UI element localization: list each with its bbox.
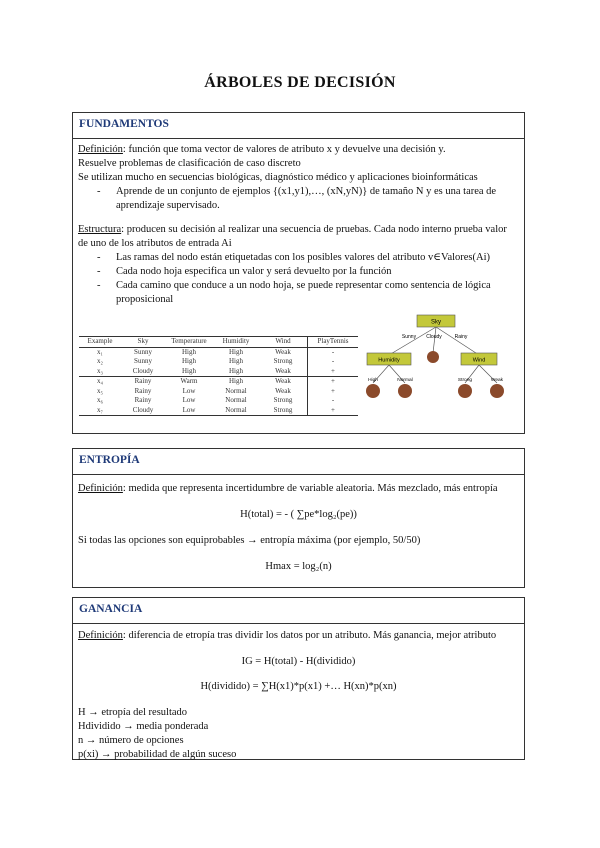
table-cell: Cloudy [121,406,165,416]
table-header: Example [79,337,121,348]
legend-line: H → etropía del resultado [78,707,188,718]
table-cell: Low [182,386,196,395]
leaf-label: Weak [490,378,504,383]
table-header: Sky [121,337,165,348]
list-item: - Cada nodo hoja especifica un valor y será devuelto por la función [116,265,519,279]
table-header: Wind [259,337,308,348]
table-cell: Rainy [134,396,152,404]
decision-tree-svg [361,311,511,411]
branch-line [436,327,479,355]
table-cell: Normal [225,396,247,404]
table-cell: + [308,367,359,377]
table-cell: x₄ [97,377,103,385]
hmax-formula: Hmax = log₂(n) [265,561,332,572]
example-table-wrapper [79,336,358,416]
definition-label: Definición [78,630,123,641]
fundamentos-line: Se utilizan mucho en secuencias biológicas, diagnóstico médico y aplicaciones bioinformáticas [78,172,478,183]
entropia-line: Si todas las opciones son equiprobables → entropía máxima (por ejemplo, 50/50) [78,535,421,546]
fundamentos-definition [78,143,519,157]
fundamentos-line: Resuelve problemas de clasificación de caso discreto [78,158,301,169]
tree-node-label: Humidity [378,357,400,364]
branch-line [433,327,436,353]
fundamentos-heading: FUNDAMENTOS [73,113,524,139]
table-cell: - [308,347,359,357]
leaf-label: Strong [457,378,473,383]
table-row [79,396,358,406]
tree-node-label: Wind [472,357,486,364]
structure-paragraph [78,223,519,251]
table-cell: High [213,367,259,377]
structure-label: Estructura [78,224,122,235]
table-cell: - [308,357,359,367]
legend-line: Hdividido → media ponderada [78,721,209,732]
entropia-definition [78,482,519,496]
entropia-section [72,448,525,588]
table-cell: High [229,377,243,385]
table-cell: x₇ [79,406,121,416]
fundamentos-bullet-list [78,185,519,213]
table-row [79,357,358,367]
ig-formula: IG = H(total) - H(dividido) [241,656,356,667]
tree-leaf-strong [458,384,472,398]
definition-text: : función que toma vector de valores de atributo x y devuelve una decisión y. [122,144,446,155]
table-row [79,347,358,357]
tree-root-label: Sky [430,319,442,326]
entropy-formula: H(total) = - ( ∑pe*log₂(pe)) [240,509,357,520]
table-cell: High [165,367,213,377]
tree-leaf-weak [490,384,504,398]
list-item: - Aprende de un conjunto de ejemplos {(x1,y1),…, (xN,yN)} de tamaño N y es una tarea de aprendizaje supervisado. [116,185,519,213]
table-cell: High [182,357,196,365]
table-row [79,367,358,377]
table-cell: Weak [275,377,291,385]
ganancia-heading: GANANCIA [73,598,524,624]
ganancia-section [72,597,525,760]
branch-label: Sunny [401,334,417,340]
legend-line: p(xi) → probabilidad de algún suceso [78,749,237,760]
table-row [79,377,358,387]
tree-leaf-cloudy [427,351,439,363]
table-cell: x₅ [97,386,103,395]
definition-label: Definición [78,144,123,155]
table-cell: + [308,406,359,416]
definition-text: : diferencia de etropía tras dividir los datos por un atributo. Más ganancia, mejor atributo [122,630,497,641]
tree-leaf-high [366,384,380,398]
table-cell: Warm [180,377,198,385]
ganancia-definition [78,629,519,643]
table-cell: Sunny [134,347,152,356]
table-cell: High [182,347,196,356]
table-cell: Normal [225,386,247,395]
table-header: Temperature [165,337,213,348]
legend-line: n → número de opciones [78,735,184,746]
structure-bullet-list [78,251,519,307]
definition-label: Definición [78,483,123,494]
table-cell: Weak [259,367,308,377]
table-cell: + [308,387,359,397]
fundamentos-section [72,112,525,434]
table-cell: Sunny [134,357,152,365]
table-cell: - [308,396,359,406]
table-cell: x₂ [97,357,103,365]
table-cell: x₁ [97,347,103,356]
decision-tree-diagram [361,311,511,416]
table-header-row [79,337,358,348]
branch-label: Cloudy [426,334,442,340]
hdividido-formula: H(dividido) = ∑H(x1)*p(x1) +… H(xn)*p(xn) [200,681,397,692]
table-cell: Rainy [134,386,152,395]
entropia-heading: ENTROPÍA [73,449,524,475]
definition-text: : medida que representa incertidumbre de variable aleatoria. Más mezclado, más entropía [122,483,498,494]
table-cell: Low [165,406,213,416]
table-cell: Strong [259,406,308,416]
leaf-label: High [368,378,378,383]
table-cell: Rainy [134,377,152,385]
branch-line [389,327,436,355]
branch-label: Rainy [454,334,468,340]
list-item: - Cada camino que conduce a un nodo hoja, se puede representar como sentencia de lógica proposicional [116,279,519,307]
table-cell: Weak [275,386,291,395]
table-cell: x₃ [79,367,121,377]
table-cell: Low [182,396,196,404]
tree-leaf-normal [398,384,412,398]
example-table [79,336,358,416]
table-cell: Normal [213,406,259,416]
table-cell: + [308,377,359,387]
structure-text: : producen su decisión al realizar una secuencia de pruebas. Cada nodo interno prueba valor de uno de los atributos de entrada Ai [78,224,507,249]
table-cell: Weak [275,347,291,356]
page-title: ÁRBOLES DE DECISIÓN [204,74,396,91]
table-cell: x₆ [97,396,103,404]
table-cell: Strong [273,357,293,365]
table-header: Humidity [213,337,259,348]
table-row [79,387,358,397]
table-cell: High [229,347,243,356]
table-cell: Cloudy [121,367,165,377]
table-cell: Strong [273,396,293,404]
table-cell: High [229,357,243,365]
leaf-label: Normal [397,378,413,383]
table-row [79,406,358,416]
list-item: - Las ramas del nodo están etiquetadas con los posibles valores del atributo v∈Valores(Ai) [116,251,519,265]
table-header: PlayTennis [308,337,359,348]
